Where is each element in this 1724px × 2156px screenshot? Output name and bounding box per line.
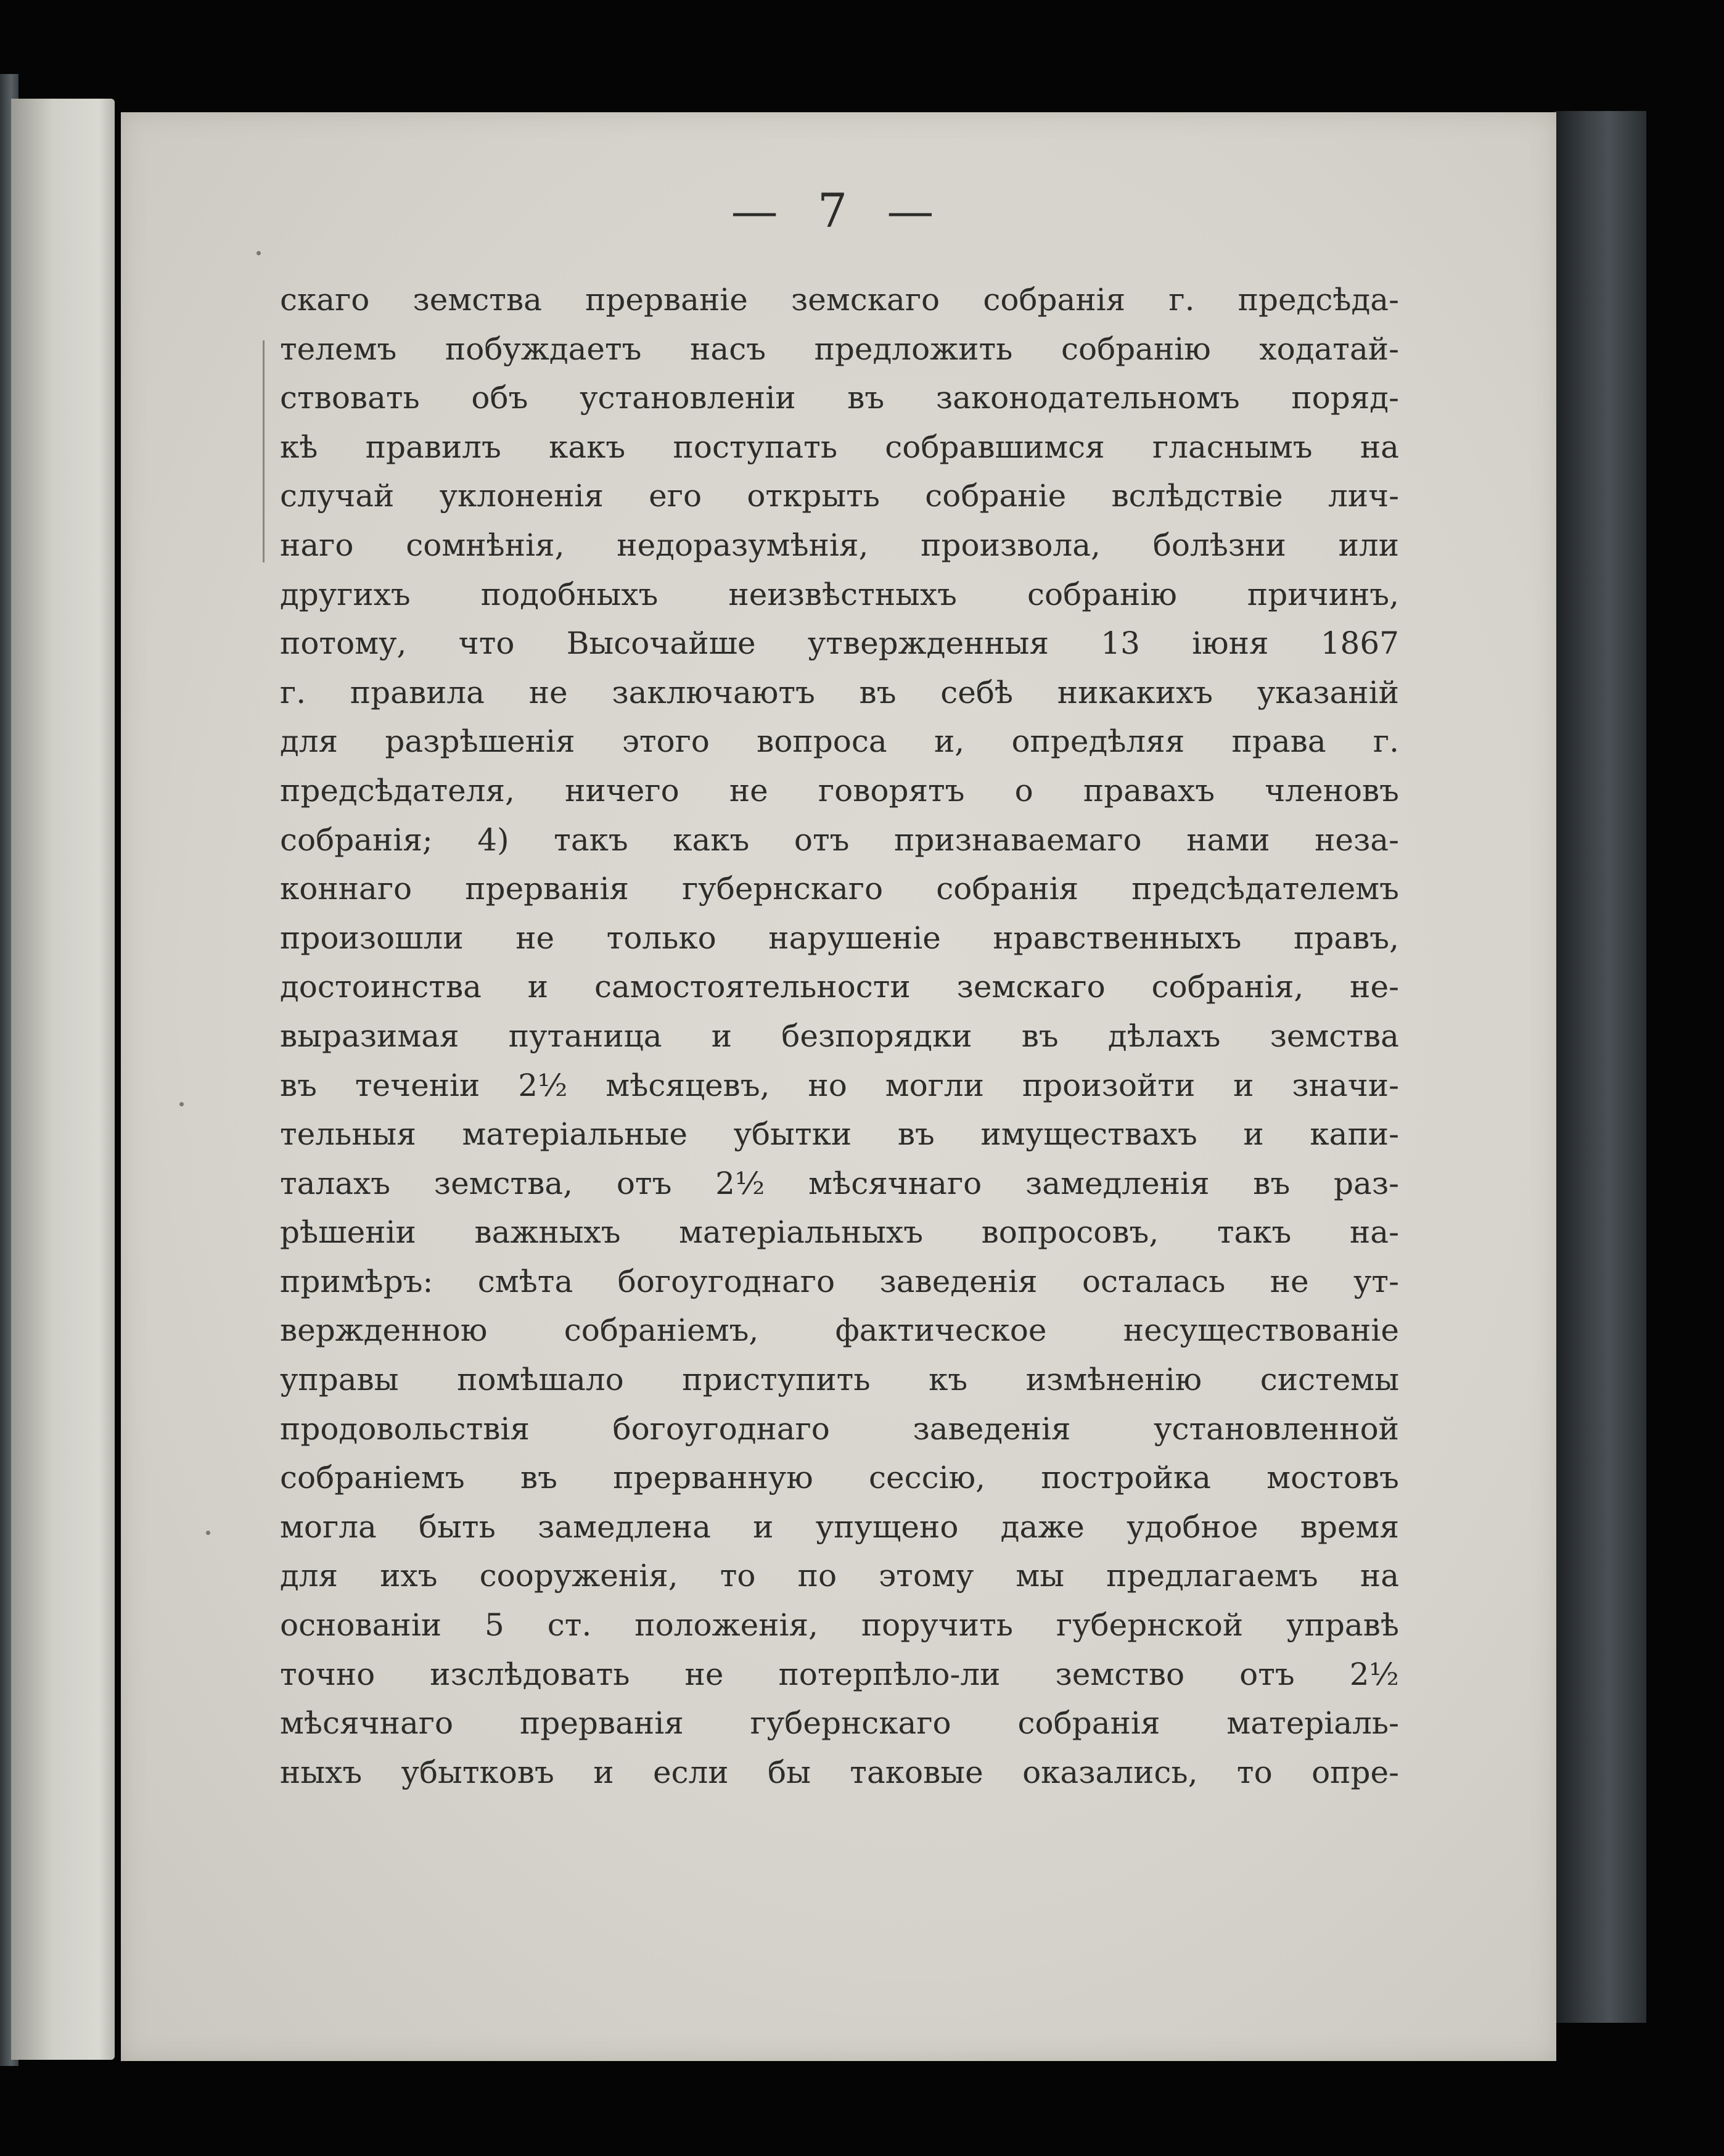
text-line: скаго земства прерванiе земскаго собранiя г. предсѣда- <box>280 282 1399 318</box>
text-line: мѣсячнаго прерванiя губернскаго собранiя матерiаль- <box>280 1705 1399 1742</box>
page-number: — 7 — <box>731 183 946 238</box>
text-line: рѣшенiи важныхъ матерiальныхъ вопросовъ, такъ на- <box>280 1214 1399 1251</box>
text-line: вержденною собранiемъ, фактическое несуществованiе <box>280 1312 1399 1349</box>
text-line: въ теченiи 2½ мѣсяцевъ, но могли произойти и значи- <box>280 1067 1399 1103</box>
text-line: для ихъ сооруженiя, то по этому мы предлагаемъ на <box>280 1558 1399 1594</box>
text-line: собранiемъ въ прерванную сессiю, постройка мостовъ <box>280 1460 1399 1496</box>
text-line: собранiя; 4) такъ какъ отъ признаваемаго нами неза- <box>280 821 1399 858</box>
text-line: талахъ земства, отъ 2½ мѣсячнаго замедленiя въ раз- <box>280 1165 1399 1201</box>
text-line: другихъ подобныхъ неизвѣстныхъ собранiю причинъ, <box>280 576 1399 612</box>
text-line: г. правила не заключаютъ въ себѣ никакихъ указанiй <box>280 674 1399 710</box>
text-line: управы помѣшало приступить къ измѣненiю системы <box>280 1362 1399 1398</box>
text-line: выразимая путаница и безпорядки въ дѣлахъ земства <box>280 1018 1399 1054</box>
text-line: продовольствiя богоугоднаго заведенiя установленной <box>280 1410 1399 1447</box>
paper-speck <box>257 251 261 255</box>
previous-page-edge <box>11 99 115 2060</box>
book-cover-right <box>1554 111 1646 2023</box>
text-line: для разрѣшенiя этого вопроса и, опредѣляя права г. <box>280 723 1399 760</box>
text-line: случай уклоненiя его открыть собранiе вслѣдствiе лич- <box>280 478 1399 514</box>
text-line: точно изслѣдовать не потерпѣло-ли земство отъ 2½ <box>280 1656 1399 1692</box>
text-line: потому, что Высочайше утвержденныя 13 iюня 1867 <box>280 625 1399 662</box>
text-line: ствовать объ установленiи въ законодательномъ поряд- <box>280 380 1399 416</box>
body-text <box>280 276 1399 1797</box>
text-line: коннаго прерванiя губернскаго собранiя предсѣдателемъ <box>280 871 1399 907</box>
text-line: предсѣдателя, ничего не говорятъ о правахъ членовъ <box>280 772 1399 808</box>
paper-speck <box>206 1531 210 1535</box>
text-line: тельныя матерiальные убытки въ имуществахъ и капи- <box>280 1116 1399 1153</box>
book-page <box>121 112 1556 2061</box>
text-line: могла быть замедлена и упущено даже удобное время <box>280 1508 1399 1545</box>
text-line: достоинства и самостоятельности земскаго собранiя, не- <box>280 969 1399 1005</box>
margin-pencil-mark <box>263 340 265 562</box>
text-line: примѣръ: смѣта богоугоднаго заведенiя осталась не ут- <box>280 1263 1399 1299</box>
text-line: наго сомнѣнiя, недоразумѣнiя, произвола, болѣзни или <box>280 527 1399 563</box>
text-line: кѣ правилъ какъ поступать собравшимся гласнымъ на <box>280 429 1399 465</box>
text-line: телемъ побуждаетъ насъ предложить собранiю ходатай- <box>280 331 1399 367</box>
text-line: ныхъ убытковъ и если бы таковые оказались, то опре- <box>280 1754 1399 1790</box>
paper-speck <box>179 1102 184 1106</box>
text-line: основанiи 5 ст. положенiя, поручить губернской управѣ <box>280 1607 1399 1644</box>
text-line: произошли не только нарушенiе нравственныхъ правъ, <box>280 920 1399 956</box>
